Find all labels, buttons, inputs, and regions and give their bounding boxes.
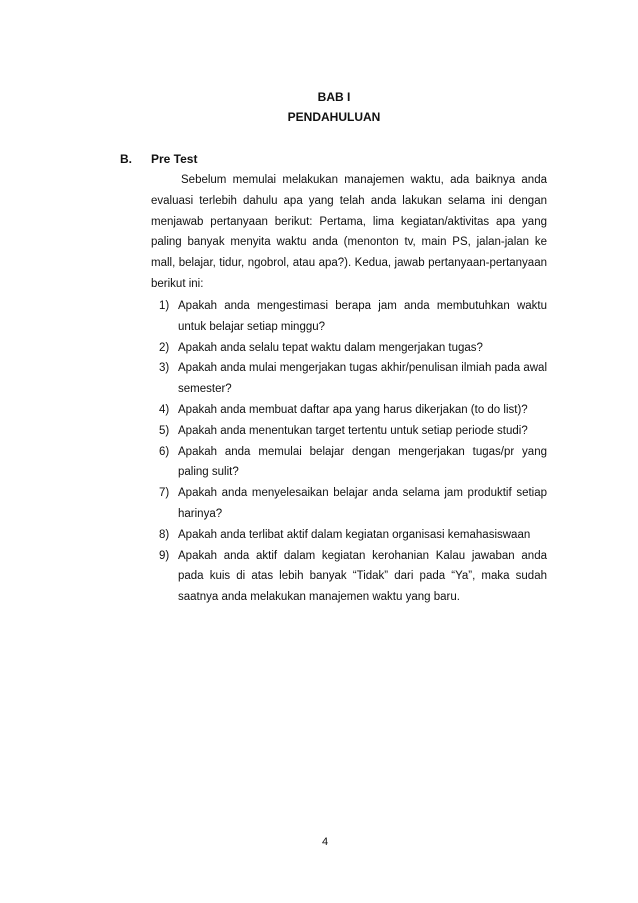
list-item-number: 2) bbox=[159, 341, 170, 354]
list-item-number: 9) bbox=[159, 549, 170, 562]
chapter-title: PENDAHULUAN bbox=[287, 110, 381, 124]
section-letter: B. bbox=[120, 152, 132, 166]
list-item bbox=[151, 442, 547, 484]
list-item-number: 7) bbox=[159, 487, 170, 500]
list-item-text: Apakah anda mulai mengerjakan tugas akhir/penulisan ilmiah pada awal semester? bbox=[178, 362, 547, 396]
list-item-text: Apakah anda aktif dalam kegiatan kerohanian Kalau jawaban anda pada kuis di atas lebih banyak “Tidak” dari pada “Ya”, maka sudah saatnya anda melakukan manajemen waktu yang baru. bbox=[178, 549, 547, 604]
list-item bbox=[151, 483, 547, 525]
list-item bbox=[151, 525, 547, 546]
list-item-number: 4) bbox=[159, 403, 170, 416]
list-item-text: Apakah anda memulai belajar dengan mengerjakan tugas/pr yang paling sulit? bbox=[178, 445, 547, 479]
list-item bbox=[151, 546, 547, 608]
page-number: 4 bbox=[321, 836, 329, 848]
list-item bbox=[151, 358, 547, 400]
list-item-number: 3) bbox=[159, 362, 170, 375]
question-list bbox=[151, 296, 547, 608]
list-item-text: Apakah anda mengestimasi berapa jam anda membutuhkan waktu untuk belajar setiap minggu? bbox=[178, 300, 547, 333]
list-item bbox=[151, 296, 547, 338]
list-item-number: 8) bbox=[159, 528, 170, 541]
chapter-heading bbox=[0, 87, 638, 127]
list-item-text: Apakah anda terlibat aktif dalam kegiatan organisasi kemahasiswaan bbox=[178, 528, 531, 541]
list-item-text: Apakah anda selalu tepat waktu dalam mengerjakan tugas? bbox=[178, 341, 483, 354]
list-item-text: Apakah anda menyelesaikan belajar anda selama jam produktif setiap harinya? bbox=[178, 487, 547, 520]
list-item-number: 5) bbox=[159, 424, 170, 437]
intro-paragraph: Sebelum memulai melakukan manajemen waktu, ada baiknya anda evaluasi terlebih dahulu apa yang telah anda lakukan selama ini dengan menjawab pertanyaan berikut: Pertama, lima kegiatan/aktivitas apa yang paling banyak menyita waktu anda (menonton tv, main PS, jalan-jalan ke mall, belajar, tidur, ngobrol, atau apa?). Kedua, jawab pertanyaan-pertanyaan berikut ini: bbox=[151, 174, 547, 290]
section-heading bbox=[120, 149, 197, 169]
list-item bbox=[151, 338, 547, 359]
list-item bbox=[151, 421, 547, 442]
list-item-number: 6) bbox=[159, 445, 170, 458]
list-item bbox=[151, 400, 547, 421]
list-item-text: Apakah anda menentukan target tertentu untuk setiap periode studi? bbox=[178, 424, 528, 437]
list-item-text: Apakah anda membuat daftar apa yang harus dikerjakan (to do list)? bbox=[178, 403, 528, 416]
chapter-label: BAB I bbox=[317, 90, 351, 104]
list-item-number: 1) bbox=[159, 300, 170, 312]
section-title: Pre Test bbox=[151, 152, 198, 166]
